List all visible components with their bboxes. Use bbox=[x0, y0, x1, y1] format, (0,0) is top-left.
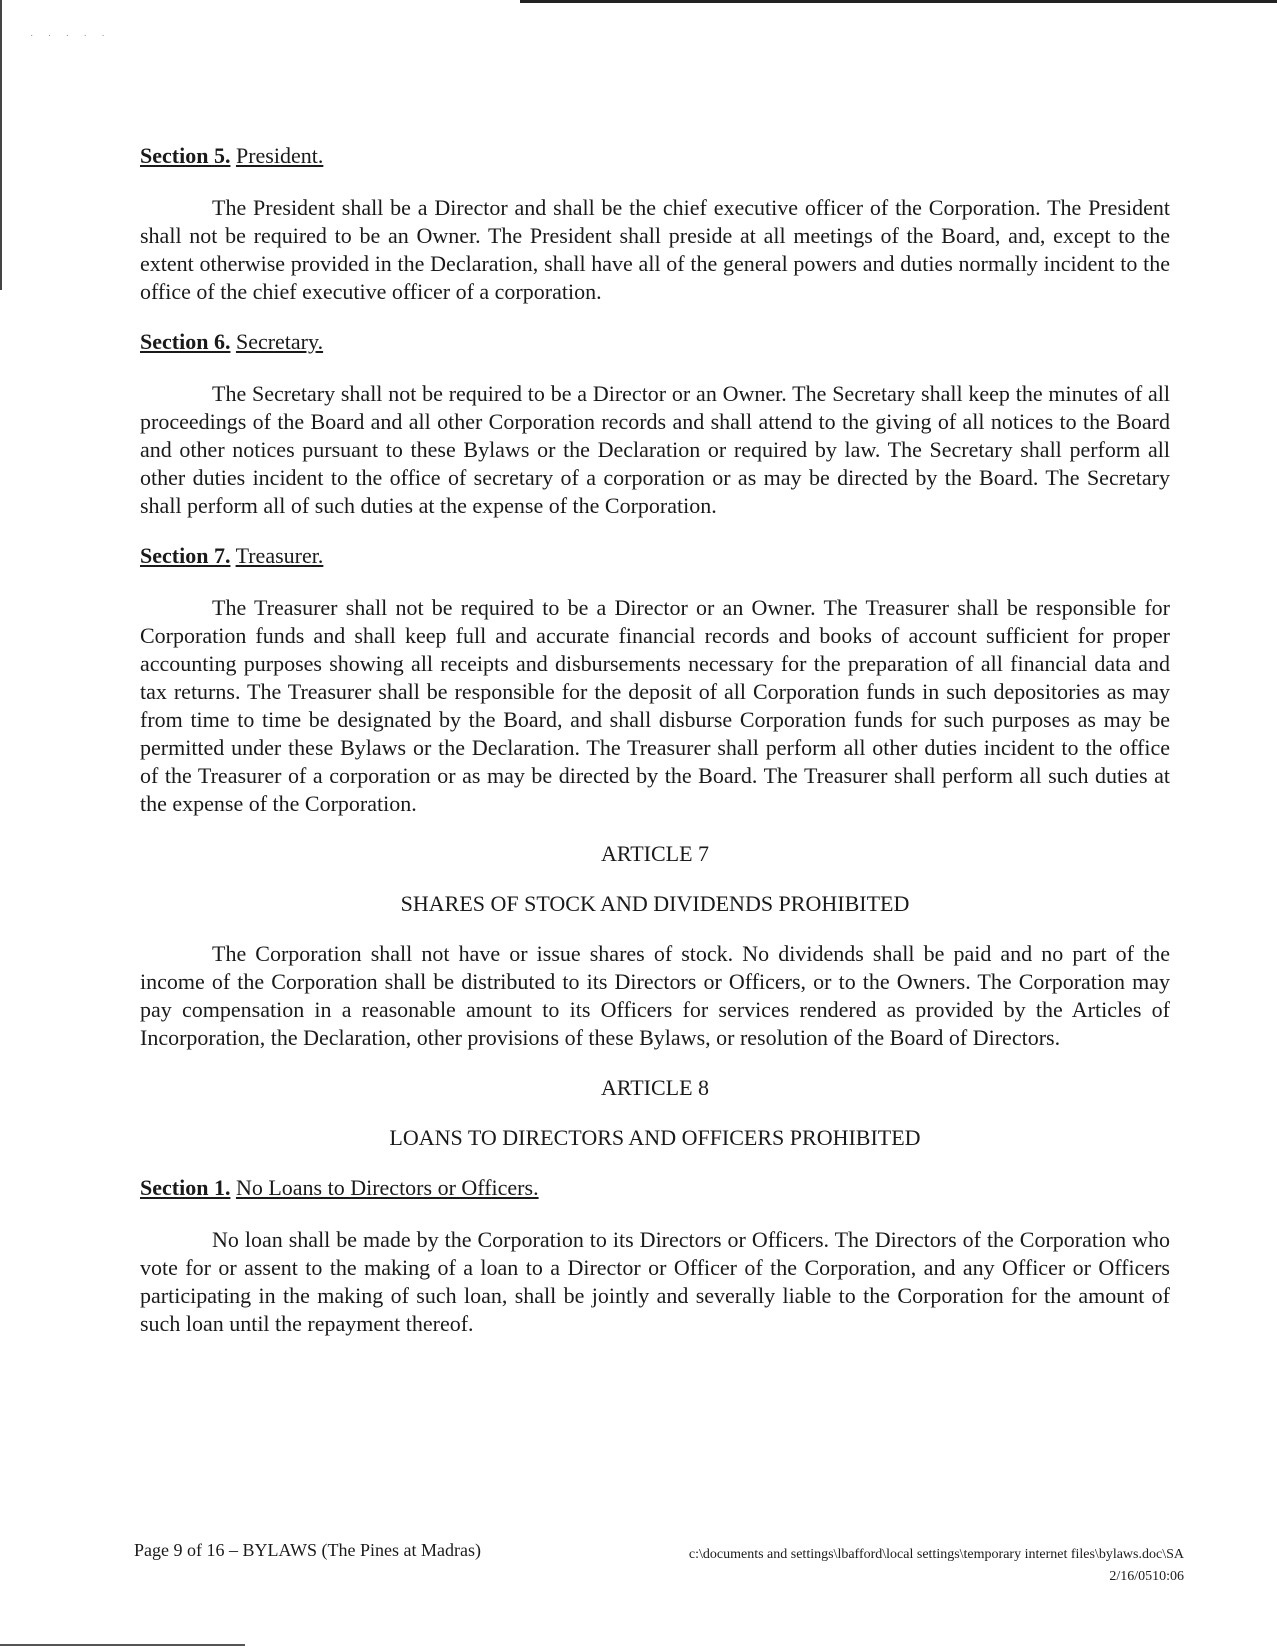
article-8 bbox=[140, 1074, 1170, 1338]
section-paragraph: The President shall be a Director and shall be the chief executive officer of the Corporation. The President shall not be required to be an Owner. The President shall preside at all meetings of the Board, and, except to the extent otherwise provided in the Declaration, shall have all of the general powers and duties normally incident to the office of the chief executive officer of a corporation. bbox=[140, 195, 1170, 304]
section-heading bbox=[140, 542, 1170, 570]
section-title: Treasurer. bbox=[235, 543, 324, 568]
section-paragraph: No loan shall be made by the Corporation to its Directors or Officers. The Directors of the Corporation who vote for or assent to the making of a loan to a Director or Officer of the Corporation, and any Officer or Officers participating in the making of such loan, shall be jointly and severally liable to the Corporation for the amount of such loan until the repayment thereof. bbox=[140, 1227, 1170, 1336]
file-date: 2/16/0510:06 bbox=[1109, 1569, 1184, 1584]
section-number: Section 5. bbox=[140, 143, 231, 168]
section-treasurer bbox=[140, 542, 1170, 818]
article-paragraph: The Corporation shall not have or issue shares of stock. No dividends shall be paid and no part of the income of the Corporation shall be distributed to its Directors or Officers, or to the Owners. The Corporation may pay compensation in a reasonable amount to its Officers for services rendered as provided by the Articles of Incorporation, the Declaration, other provisions of these Bylaws, or resolution of the Board of Directors. bbox=[140, 941, 1170, 1050]
article-7 bbox=[140, 840, 1170, 1052]
scan-top-edge bbox=[520, 0, 1277, 3]
section-heading bbox=[140, 1174, 1170, 1202]
article-title: SHARES OF STOCK AND DIVIDENDS PROHIBITED bbox=[400, 891, 910, 916]
article-number: ARTICLE 8 bbox=[600, 1075, 710, 1100]
section-title: Secretary. bbox=[235, 329, 324, 354]
page-footer bbox=[134, 1540, 1184, 1600]
section-heading bbox=[140, 142, 1170, 170]
section-number: Section 7. bbox=[140, 543, 231, 568]
section-paragraph: The Secretary shall not be required to be a Director or an Owner. The Secretary shall keep the minutes of all proceedings of the Board and all other Corporation records and shall attend to the giving of all notices to the Board and other notices pursuant to these Bylaws or the Declaration or required by law. The Secretary shall perform all other duties incident to the office of secretary of a corporation or as may be directed by the Board. The Secretary shall perform all of such duties at the expense of the Corporation. bbox=[140, 381, 1170, 518]
section-number: Section 1. bbox=[140, 1175, 231, 1200]
scan-bottom-edge bbox=[0, 1644, 245, 1646]
article-title: LOANS TO DIRECTORS AND OFFICERS PROHIBITED bbox=[389, 1125, 921, 1150]
document-body bbox=[140, 142, 1170, 1360]
section-title: No Loans to Directors or Officers. bbox=[235, 1175, 539, 1200]
section-secretary bbox=[140, 328, 1170, 520]
file-path: c:\documents and settings\lbafford\local settings\temporary internet files\bylaws.doc\SA bbox=[688, 1547, 1184, 1562]
page-label: Page 9 of 16 – BYLAWS (The Pines at Madras) bbox=[134, 1540, 481, 1560]
section-heading bbox=[140, 328, 1170, 356]
section-title: President. bbox=[235, 143, 324, 168]
article-number: ARTICLE 7 bbox=[600, 841, 710, 866]
section-paragraph: The Treasurer shall not be required to be a Director or an Owner. The Treasurer shall be responsible for Corporation funds and shall keep full and accurate financial records and books of account sufficient for proper accounting purposes showing all receipts and disbursements necessary for the preparation of all financial data and tax returns. The Treasurer shall be responsible for the deposit of all Corporation funds in such depositories as may from time to time be designated by the Board, and shall disburse Corporation funds for such purposes as may be permitted under these Bylaws or the Declaration. The Treasurer shall perform all other duties incident to the office of the Treasurer of a corporation or as may be directed by the Board. The Treasurer shall perform all such duties at the expense of the Corporation. bbox=[140, 595, 1170, 816]
scan-specks: ˙ ˙ ˙ ˙ ˙ bbox=[30, 34, 111, 45]
section-president bbox=[140, 142, 1170, 306]
section-number: Section 6. bbox=[140, 329, 231, 354]
scan-left-edge bbox=[0, 0, 2, 290]
file-path-stamp bbox=[689, 1544, 1184, 1588]
